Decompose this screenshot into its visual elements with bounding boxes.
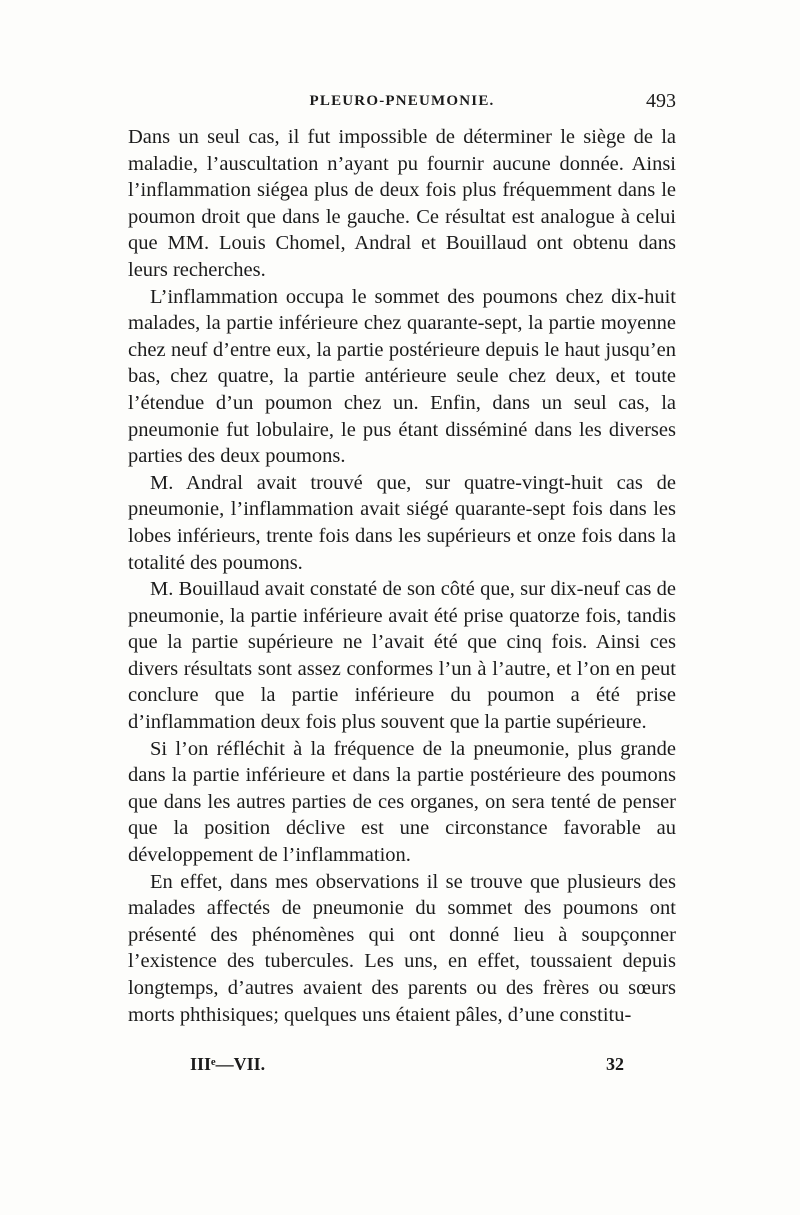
paragraph-2: L’inflammation occupa le sommet des poumons chez dix-huit malades, la partie inférieure chez quarante-sept, la partie moyenne chez neuf d’entre eux, la partie postérieure depuis le haut jusqu’en bas, chez quatre, la partie antérieure seule chez deux, et toute l’étendue d’un poumon chez un. Enfin, dans un seul cas, la pneumonie fut lobulaire, le pus étant disséminé dans les diverses parties des deux poumons.	[128, 285, 676, 468]
running-head-title: PLEURO-PNEUMONIE.	[309, 93, 495, 109]
signature-mark: IIIᵉ—VII.	[190, 1054, 266, 1074]
page-footer	[128, 1054, 676, 1080]
page-number: 493	[646, 90, 676, 112]
body-text	[128, 124, 676, 1028]
paragraph-4: M. Bouillaud avait constaté de son côté que, sur dix-neuf cas de pneumonie, la partie inférieure avait été prise quatorze fois, tandis que la partie supérieure ne l’avait été que cinq fois. Ainsi ces divers résultats sont assez conformes l’un à l’autre, et l’on en peut conclure que la partie inférieure du poumon a été prise d’inflammation deux fois plus souvent que la partie supérieure.	[128, 578, 676, 734]
paragraph-1: Dans un seul cas, il fut impossible de déterminer le siège de la maladie, l’auscultation n’ayant pu fournir aucune donnée. Ainsi l’inflammation siégea plus de deux fois plus fréquemment dans le poumon droit que dans le gauche. Ce résultat est analogue à celui que MM. Louis Chomel, Andral et Bouillaud ont obtenu dans leurs recherches.	[128, 126, 676, 281]
sheet-number: 32	[606, 1054, 624, 1074]
running-head	[128, 90, 676, 117]
paragraph-3: M. Andral avait trouvé que, sur quatre-vingt-huit cas de pneumonie, l’inflammation avait siégé quarante-sept fois dans les lobes inférieurs, trente fois dans les supérieurs et onze fois dans la totalité des poumons.	[128, 471, 676, 574]
paragraph-6: En effet, dans mes observations il se trouve que plusieurs des malades affectés de pneumonie du sommet des poumons ont présenté des phénomènes qui ont donné lieu à soupçonner l’existence des tubercules. Les uns, en effet, toussaient depuis longtemps, d’autres avaient des parents ou des frères ou sœurs morts phthisiques; quelques uns étaient pâles, d’une constitu-	[128, 870, 676, 1026]
paragraph-5: Si l’on réfléchit à la fréquence de la pneumonie, plus grande dans la partie inférieure et dans la partie postérieure des poumons que dans les autres parties de ces organes, on sera tenté de penser que la position déclive est une circonstance favorable au développement de l’inflammation.	[128, 737, 676, 867]
